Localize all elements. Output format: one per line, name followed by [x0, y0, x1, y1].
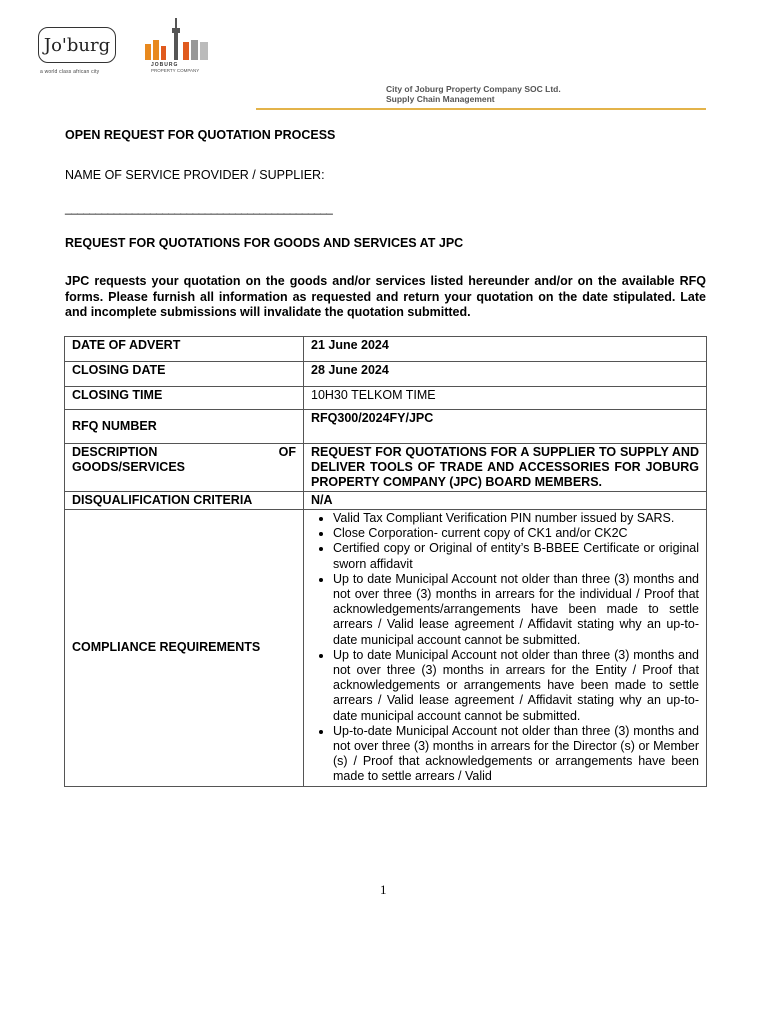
- company-header: [386, 84, 561, 104]
- header-divider: [256, 108, 706, 110]
- table-row: [65, 362, 707, 387]
- description-label-part: DESCRIPTION: [72, 445, 158, 459]
- list-item: • Certified copy or Original of entity’s B-BBEE Certificate or original sworn affidavit: [333, 541, 699, 571]
- jpc-logo-line1: JOBURG: [151, 62, 179, 68]
- table-row: [65, 410, 707, 444]
- table-row: [65, 444, 707, 492]
- joburg-logo-text: Jo'burg: [43, 34, 111, 56]
- date-of-advert-value: 21 June 2024: [304, 337, 707, 362]
- date-of-advert-label: DATE OF ADVERT: [65, 337, 304, 362]
- company-name: City of Joburg Property Company SOC Ltd.: [386, 84, 561, 94]
- page-number: 1: [380, 882, 387, 897]
- description-label-line: [72, 445, 296, 460]
- description-label: [65, 444, 304, 492]
- jpc-logo-line2: PROPERTY COMPANY: [151, 68, 200, 73]
- document-title: OPEN REQUEST FOR QUOTATION PROCESS: [65, 128, 336, 142]
- list-item: • Up to date Municipal Account not older than three (3) months and not over three (3) months in arrears for the individual / Proof that acknowledgements/arrangements have been made to settle arrears / Valid lease agreement / Affidavit stating why an up-to-date municipal account cannot be submitted.: [333, 572, 699, 648]
- table-row: [65, 387, 707, 410]
- list-item: • Close Corporation- current copy of CK1 and/or CK2C: [333, 526, 699, 541]
- closing-time-value: 10H30 TELKOM TIME: [304, 387, 707, 410]
- compliance-value: [304, 510, 707, 787]
- jpc-skyline-logo: [143, 18, 215, 60]
- table-row: [65, 492, 707, 510]
- description-value: REQUEST FOR QUOTATIONS FOR A SUPPLIER TO SUPPLY AND DELIVER TOOLS OF TRADE AND ACCESSORIES FOR JOBURG PROPERTY COMPANY (JPC) BOARD MEMBERS.: [304, 444, 707, 492]
- joburg-tagline: a world class african city: [40, 69, 100, 75]
- department-name: Supply Chain Management: [386, 94, 495, 104]
- compliance-label: COMPLIANCE REQUIREMENTS: [65, 510, 304, 787]
- joburg-logo: [38, 27, 116, 63]
- list-item: • Valid Tax Compliant Verification PIN number issued by SARS.: [333, 511, 699, 526]
- description-label-part: OF: [278, 445, 296, 459]
- intro-paragraph: JPC requests your quotation on the goods and/or services listed hereunder and/or on the available RFQ forms. Please furnish all information as requested and return your quotation on the date stipulated. Late and incomplete submissions will invalidate the quotation submitted.: [65, 274, 706, 319]
- rfq-number-label: RFQ NUMBER: [65, 410, 304, 444]
- disqualification-value: N/A: [304, 492, 707, 510]
- section-subtitle: REQUEST FOR QUOTATIONS FOR GOODS AND SERVICES AT JPC: [65, 236, 464, 250]
- table-row: [65, 337, 707, 362]
- list-item: • Up to date Municipal Account not older than three (3) months and not over three (3) months in arrears for the Entity / Proof that acknowledgements or arrangements have been made to settle arrears / Valid lease agreement / Affidavit stating why an up-to-date municipal account cannot be submitted.: [333, 648, 699, 724]
- list-item: • Up-to-date Municipal Account not older than three (3) months and not over three (3) months in arrears for the Director (s) or Member (s) / Proof that acknowledgements or arrangements have been made to settle arrears / Valid: [333, 724, 699, 785]
- rfq-details-table: [64, 336, 707, 787]
- rfq-number-value: RFQ300/2024FY/JPC: [304, 410, 707, 444]
- closing-date-label: CLOSING DATE: [65, 362, 304, 387]
- description-label-part: GOODS/SERVICES: [72, 460, 185, 474]
- supplier-label: NAME OF SERVICE PROVIDER / SUPPLIER:: [65, 168, 325, 182]
- compliance-list: [311, 511, 699, 785]
- closing-time-label: CLOSING TIME: [65, 387, 304, 410]
- disqualification-label: DISQUALIFICATION CRITERIA: [65, 492, 304, 510]
- table-row: [65, 510, 707, 787]
- supplier-blank-line: ____________________________________________: [65, 201, 333, 215]
- closing-date-value: 28 June 2024: [304, 362, 707, 387]
